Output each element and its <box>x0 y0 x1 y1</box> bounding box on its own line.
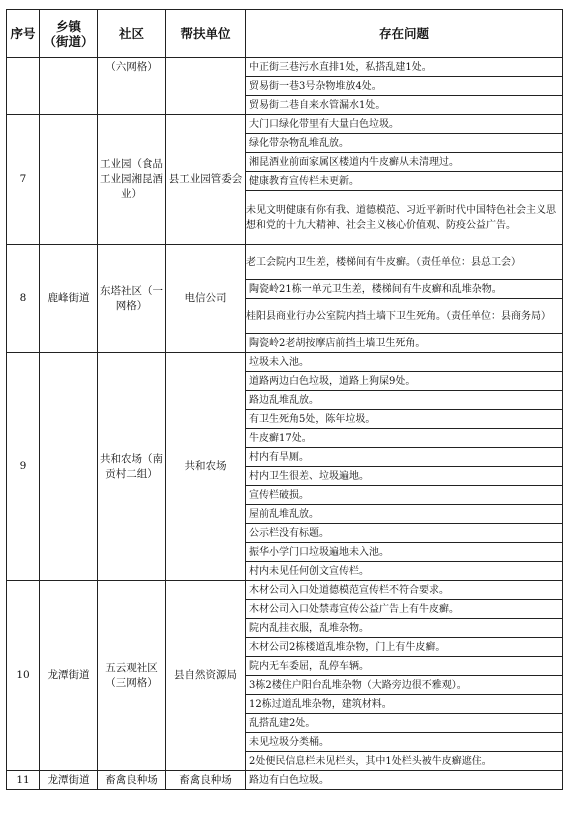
cell-issue: 木材公司入口处道德模范宣传栏不符合要求。 <box>246 581 563 600</box>
header-issues: 存在问题 <box>246 10 563 58</box>
cell-issue: 道路两边白色垃圾，道路上狗屎9处。 <box>246 372 563 391</box>
cell-issue: 大门口绿化带里有大量白色垃圾。 <box>246 115 563 134</box>
cell-issue: 老工会院内卫生差，楼梯间有牛皮癣。（责任单位：县总工会） <box>246 245 563 280</box>
cell-issue: 陶瓷岭2老胡按摩店前挡土墙卫生死角。 <box>246 334 563 353</box>
header-no: 序号 <box>7 10 40 58</box>
cell-no: 11 <box>7 771 40 790</box>
header-town <box>40 10 98 58</box>
cell-community: 五云观社区（三网格） <box>98 581 166 771</box>
cell-issue: 木材公司2栋楼道乱堆杂物，门上有牛皮癣。 <box>246 638 563 657</box>
cell-no: 9 <box>7 353 40 581</box>
header-town-line1: 乡镇 <box>55 18 81 34</box>
header-row <box>7 10 563 58</box>
table-row <box>7 245 563 280</box>
cell-unit: 畜禽良种场 <box>166 771 246 790</box>
table-row <box>7 771 563 790</box>
table-row <box>7 353 563 372</box>
cell-no: 10 <box>7 581 40 771</box>
cell-issue: 宣传栏破损。 <box>246 486 563 505</box>
cell-town: 龙潭街道 <box>40 581 98 771</box>
cell-no <box>7 58 40 115</box>
cell-issue: 垃圾未入池。 <box>246 353 563 372</box>
cell-issue: 桂阳县商业行办公室院内挡土墙下卫生死角。（责任单位：县商务局） <box>246 299 563 334</box>
cell-community: 东塔社区（一网格） <box>98 245 166 353</box>
cell-town <box>40 58 98 115</box>
cell-issue: 陶瓷岭21栋一单元卫生差，楼梯间有牛皮癣和乱堆杂物。 <box>246 280 563 299</box>
cell-community: 共和农场（南贡村二组） <box>98 353 166 581</box>
cell-issue: 振华小学门口垃圾遍地未入池。 <box>246 543 563 562</box>
table-row <box>7 115 563 134</box>
cell-unit <box>166 58 246 115</box>
cell-community: （六网格） <box>98 58 166 115</box>
cell-issue: 绿化带杂物乱堆乱放。 <box>246 134 563 153</box>
cell-issue: 2处便民信息栏未见栏头，其中1处栏头被牛皮癣遮住。 <box>246 752 563 771</box>
cell-town: 龙潭街道 <box>40 771 98 790</box>
table-row <box>7 581 563 600</box>
cell-issue: 路边有白色垃圾。 <box>246 771 563 790</box>
cell-unit: 电信公司 <box>166 245 246 353</box>
cell-issue: 3栋2楼住户阳台乱堆杂物（大路旁边很不雅观）。 <box>246 676 563 695</box>
cell-issue: 村内有旱厕。 <box>246 448 563 467</box>
header-town-line2: （街道） <box>43 33 94 49</box>
header-unit: 帮扶单位 <box>166 10 246 58</box>
cell-town <box>40 353 98 581</box>
cell-unit: 县工业园管委会 <box>166 115 246 245</box>
cell-community: 工业园（食品工业园湘昆酒业） <box>98 115 166 245</box>
table-row <box>7 58 563 77</box>
cell-issue: 院内乱挂衣服，乱堆杂物。 <box>246 619 563 638</box>
cell-issue: 贸易街二巷自来水管漏水1处。 <box>246 96 563 115</box>
cell-issue: 贸易街一巷3号杂物堆放4处。 <box>246 77 563 96</box>
cell-issue: 未见垃圾分类桶。 <box>246 733 563 752</box>
cell-issue: 未见文明健康有你有我、道德模范、习近平新时代中国特色社会主义思想和党的十九大精神、社会主义核心价值观、防疫公益广告。 <box>246 191 563 245</box>
cell-issue: 12栋过道乱堆杂物，建筑材料。 <box>246 695 563 714</box>
cell-no: 8 <box>7 245 40 353</box>
cell-issue: 有卫生死角5处，陈年垃圾。 <box>246 410 563 429</box>
cell-town: 鹿峰街道 <box>40 245 98 353</box>
cell-unit: 共和农场 <box>166 353 246 581</box>
cell-issue: 木材公司入口处禁毒宣传公益广告上有牛皮癣。 <box>246 600 563 619</box>
cell-no: 7 <box>7 115 40 245</box>
cell-unit: 县自然资源局 <box>166 581 246 771</box>
cell-issue: 湘昆酒业前面家属区楼道内牛皮癣从未清理过。 <box>246 153 563 172</box>
cell-issue: 路边乱堆乱放。 <box>246 391 563 410</box>
cell-issue: 村内卫生很差、垃圾遍地。 <box>246 467 563 486</box>
cell-issue: 中正街三巷污水直排1处，私搭乱建1处。 <box>246 58 563 77</box>
cell-issue: 健康教育宣传栏未更新。 <box>246 172 563 191</box>
cell-issue: 公示栏没有标题。 <box>246 524 563 543</box>
cell-town <box>40 115 98 245</box>
cell-issue: 牛皮癣17处。 <box>246 429 563 448</box>
header-community: 社区 <box>98 10 166 58</box>
cell-issue: 乱搭乱建2处。 <box>246 714 563 733</box>
cell-issue: 院内无车委屈，乱停车辆。 <box>246 657 563 676</box>
issues-table <box>6 9 563 790</box>
cell-issue: 屋前乱堆乱放。 <box>246 505 563 524</box>
cell-community: 畜禽良种场 <box>98 771 166 790</box>
cell-issue: 村内未见任何创文宣传栏。 <box>246 562 563 581</box>
